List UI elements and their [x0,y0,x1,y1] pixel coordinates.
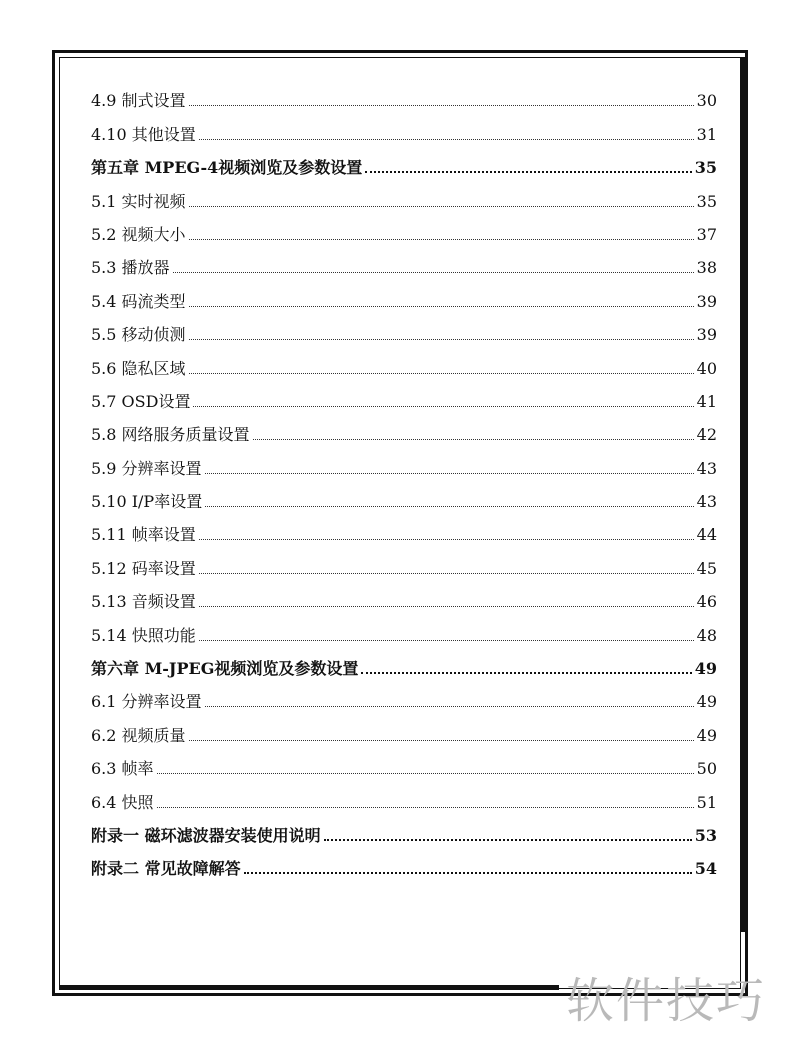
toc-leader-dots [361,672,691,674]
toc-entry[interactable] [91,612,717,645]
toc-leader-dots [199,606,694,607]
toc-entry[interactable] [91,145,717,178]
toc-entry-page-number: 53 [694,825,717,845]
toc-entry-page-number: 35 [696,191,717,211]
toc-entry-title: 5.12 码率设置 [91,558,196,578]
toc-leader-dots [189,105,694,106]
toc-entry-title: 5.1 实时视频 [91,191,186,211]
toc-entry-title: 5.13 音频设置 [91,592,196,612]
toc-leader-dots [189,239,694,240]
toc-leader-dots [244,872,692,874]
toc-entry[interactable] [91,846,717,879]
toc-entry[interactable] [91,579,717,612]
page-border-shadow-bottom [59,985,559,990]
toc-entry-page-number: 43 [696,492,717,512]
toc-leader-dots [199,139,694,140]
toc-entry-title: 4.9 制式设置 [91,91,186,111]
toc-entry[interactable] [91,245,717,278]
toc-leader-dots [205,506,693,507]
toc-entry-title: 附录一 磁环滤波器安装使用说明 [91,825,321,845]
toc-leader-dots [199,640,694,641]
toc-entry-page-number: 42 [696,425,717,445]
toc-entry-page-number: 30 [696,91,717,111]
toc-entry-title: 5.8 网络服务质量设置 [91,425,250,445]
toc-entry[interactable] [91,412,717,445]
toc-leader-dots [193,406,693,407]
toc-entry-page-number: 40 [696,358,717,378]
toc-entry-page-number: 41 [696,391,717,411]
toc-entry[interactable] [91,312,717,345]
toc-entry[interactable] [91,545,717,578]
toc-entry[interactable] [91,646,717,679]
toc-entry[interactable] [91,779,717,812]
toc-entry-title: 5.6 隐私区域 [91,358,186,378]
toc-entry[interactable] [91,445,717,478]
toc-entry-title: 5.10 I/P率设置 [91,492,203,512]
toc-entry-title: 5.14 快照功能 [91,625,196,645]
toc-entry-page-number: 44 [696,525,717,545]
toc-leader-dots [199,573,694,574]
toc-entry[interactable] [91,178,717,211]
toc-entry-page-number: 39 [696,325,717,345]
toc-entry-page-number: 35 [694,158,717,178]
toc-entry-title: 附录二 常见故障解答 [91,859,241,879]
toc-entry[interactable] [91,712,717,745]
toc-entry-page-number: 43 [696,458,717,478]
page-border-shadow-right [740,57,745,932]
toc-entry-title: 4.10 其他设置 [91,124,196,144]
toc-leader-dots [189,339,694,340]
toc-entry-title: 6.2 视频质量 [91,725,186,745]
toc-entry-title: 5.2 视频大小 [91,224,186,244]
toc-entry-title: 第五章 MPEG-4视频浏览及参数设置 [91,158,363,178]
toc-entry-page-number: 38 [696,258,717,278]
toc-entry-title: 5.4 码流类型 [91,291,186,311]
toc-entry-title: 5.3 播放器 [91,258,170,278]
toc-entry-page-number: 49 [696,692,717,712]
table-of-contents [91,78,717,879]
toc-entry-title: 5.11 帧率设置 [91,525,196,545]
toc-entry-title: 5.5 移动侦测 [91,325,186,345]
watermark-text: 软件技巧 [566,973,767,1029]
toc-entry-page-number: 51 [696,792,717,812]
toc-leader-dots [157,807,694,808]
toc-entry-page-number: 39 [696,291,717,311]
toc-entry-page-number: 54 [694,859,717,879]
toc-entry[interactable] [91,813,717,846]
toc-entry[interactable] [91,379,717,412]
toc-leader-dots [173,272,694,273]
toc-entry[interactable] [91,479,717,512]
toc-leader-dots [365,171,691,173]
toc-leader-dots [189,373,694,374]
toc-entry-page-number: 45 [696,558,717,578]
toc-entry-page-number: 37 [696,224,717,244]
toc-leader-dots [205,706,694,707]
toc-entry-page-number: 50 [696,759,717,779]
toc-entry-title: 6.4 快照 [91,792,154,812]
toc-entry[interactable] [91,746,717,779]
toc-entry-page-number: 46 [696,592,717,612]
toc-entry[interactable] [91,111,717,144]
toc-leader-dots [324,839,692,841]
toc-entry[interactable] [91,679,717,712]
toc-entry-title: 6.3 帧率 [91,759,154,779]
toc-entry[interactable] [91,212,717,245]
toc-entry[interactable] [91,345,717,378]
toc-leader-dots [189,740,694,741]
toc-entry[interactable] [91,278,717,311]
toc-leader-dots [189,206,694,207]
toc-entry-page-number: 49 [694,659,717,679]
toc-entry[interactable] [91,512,717,545]
toc-leader-dots [199,539,694,540]
toc-entry-title: 5.9 分辨率设置 [91,458,202,478]
toc-entry-title: 5.7 OSD设置 [91,391,191,411]
toc-leader-dots [253,439,694,440]
toc-entry-title: 第六章 M-JPEG视频浏览及参数设置 [91,659,359,679]
toc-leader-dots [205,473,694,474]
toc-entry-title: 6.1 分辨率设置 [91,692,202,712]
toc-leader-dots [189,306,694,307]
toc-entry-page-number: 31 [696,124,717,144]
toc-leader-dots [157,773,694,774]
toc-entry[interactable] [91,78,717,111]
toc-entry-page-number: 48 [696,625,717,645]
toc-entry-page-number: 49 [696,725,717,745]
